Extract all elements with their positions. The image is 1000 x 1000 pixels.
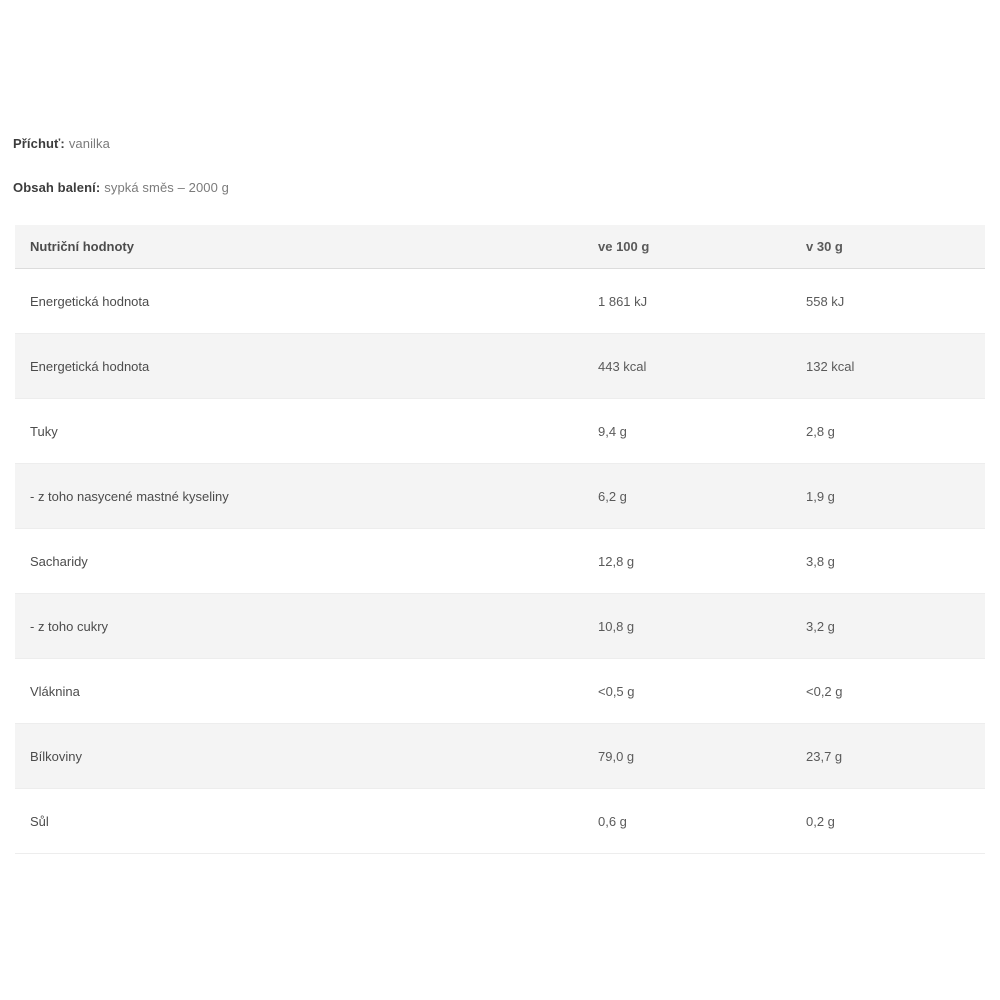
table-row	[15, 399, 985, 464]
flavor-line	[13, 136, 110, 151]
package-content-label: Obsah balení:	[13, 180, 101, 195]
value-per-30g: 3,8 g	[806, 553, 835, 569]
table-row	[15, 659, 985, 724]
flavor-value: vanilka	[68, 136, 110, 151]
header-per-100g: ve 100 g	[598, 239, 650, 254]
table-row	[15, 789, 985, 854]
table-row	[15, 724, 985, 789]
table-row	[15, 529, 985, 594]
value-per-100g: 6,2 g	[598, 488, 627, 504]
nutrient-name: - z toho nasycené mastné kyseliny	[30, 488, 229, 504]
value-per-100g: 79,0 g	[598, 748, 635, 764]
nutrient-name: Bílkoviny	[30, 748, 83, 764]
nutrient-name: Energetická hodnota	[30, 358, 150, 374]
header-nutrition-values: Nutriční hodnoty	[30, 239, 134, 254]
nutrient-name: Tuky	[30, 423, 58, 439]
flavor-label: Příchuť:	[13, 136, 65, 151]
value-per-100g: 443 kcal	[598, 358, 647, 374]
value-per-30g: 23,7 g	[806, 748, 843, 764]
value-per-30g: 1,9 g	[806, 488, 835, 504]
value-per-30g: 132 kcal	[806, 358, 855, 374]
table-row	[15, 334, 985, 399]
table-header-row	[15, 225, 985, 269]
package-content-value: sypká směs – 2000 g	[104, 180, 230, 195]
value-per-100g: 0,6 g	[598, 813, 627, 829]
value-per-100g: 10,8 g	[598, 618, 635, 634]
table-row	[15, 464, 985, 529]
value-per-30g: 3,2 g	[806, 618, 835, 634]
value-per-100g: <0,5 g	[598, 683, 635, 699]
nutrient-name: Sůl	[30, 813, 49, 829]
header-per-30g: v 30 g	[806, 239, 843, 254]
package-content-line	[13, 180, 229, 195]
nutrition-table	[15, 225, 985, 854]
nutrient-name: - z toho cukry	[30, 618, 109, 634]
value-per-30g: 0,2 g	[806, 813, 835, 829]
table-row	[15, 269, 985, 334]
table-row	[15, 594, 985, 659]
nutrient-name: Sacharidy	[30, 553, 88, 569]
value-per-100g: 9,4 g	[598, 423, 627, 439]
nutrient-name: Energetická hodnota	[30, 293, 150, 309]
value-per-30g: 558 kJ	[806, 293, 845, 309]
value-per-30g: <0,2 g	[806, 683, 843, 699]
value-per-100g: 1 861 kJ	[598, 293, 648, 309]
value-per-100g: 12,8 g	[598, 553, 635, 569]
nutrient-name: Vláknina	[30, 683, 80, 699]
value-per-30g: 2,8 g	[806, 423, 835, 439]
